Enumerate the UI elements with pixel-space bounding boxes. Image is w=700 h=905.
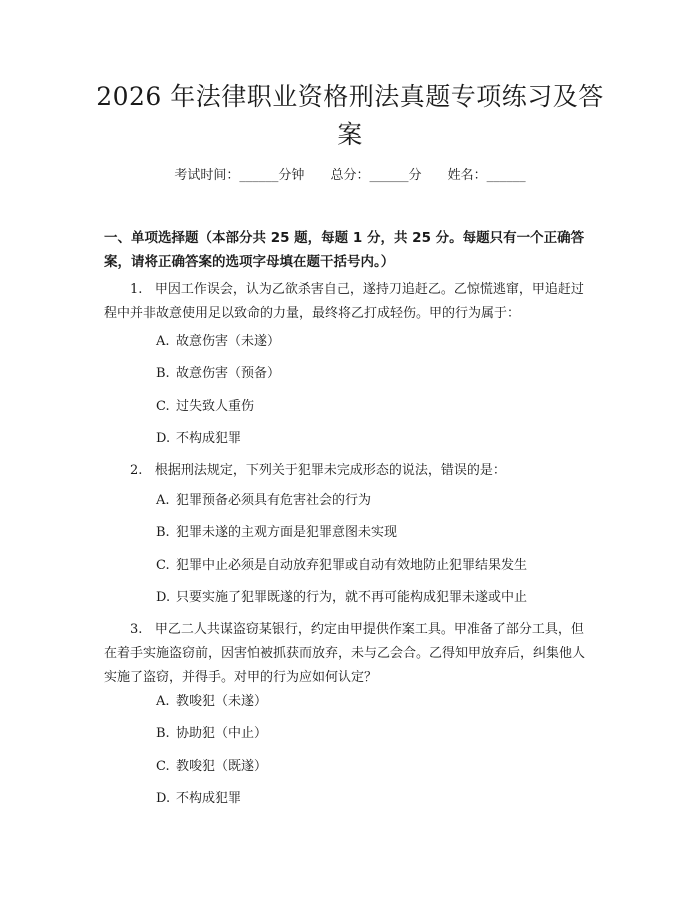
option-letter: A. — [156, 334, 170, 349]
option-letter: B. — [156, 525, 170, 540]
option-letter: D. — [156, 590, 171, 605]
option-text: 教唆犯（未遂） — [176, 694, 268, 709]
option-text: 不构成犯罪 — [176, 431, 242, 446]
option-letter: A. — [156, 493, 170, 508]
question-number: 3. — [130, 622, 143, 637]
option-letter: B. — [156, 366, 170, 381]
option-letter: D. — [156, 431, 171, 446]
option-2c — [156, 556, 596, 576]
option-3a — [156, 692, 596, 712]
option-2b — [156, 523, 596, 543]
option-text: 教唆犯（既遂） — [176, 759, 268, 774]
option-1c — [156, 397, 596, 417]
option-1a — [156, 332, 596, 352]
option-text: 只要实施了犯罪既遂的行为，就不再可能构成犯罪未遂或中止 — [176, 590, 528, 605]
option-letter: A. — [156, 694, 170, 709]
option-1b — [156, 364, 596, 384]
option-3d — [156, 789, 596, 809]
document-title: 2026 年法律职业资格刑法真题专项练习及答案 — [96, 82, 604, 149]
question-number: 1. — [130, 282, 143, 297]
option-2d — [156, 588, 596, 608]
question-3 — [104, 618, 596, 690]
option-3c — [156, 757, 596, 777]
question-text: 根据刑法规定，下列关于犯罪未完成形态的说法，错误的是： — [154, 463, 506, 478]
option-letter: D. — [156, 791, 171, 806]
option-3b — [156, 724, 596, 744]
option-letter: B. — [156, 726, 170, 741]
question-2 — [104, 459, 596, 483]
option-text: 不构成犯罪 — [176, 791, 242, 806]
option-1d — [156, 429, 596, 449]
option-text: 犯罪未遂的主观方面是犯罪意图未实现 — [176, 525, 398, 540]
exam-time-field: 考试时间：______分钟 — [174, 168, 305, 183]
option-text: 协助犯（中止） — [176, 726, 268, 741]
question-1 — [104, 278, 596, 326]
option-text: 犯罪中止必须是自动放弃犯罪或自动有效地防止犯罪结果发生 — [176, 558, 528, 573]
option-text: 故意伤害（预备） — [176, 366, 281, 381]
option-2a — [156, 491, 596, 511]
option-text: 过失致人重伤 — [176, 399, 255, 414]
option-text: 犯罪预备必须具有危害社会的行为 — [176, 493, 372, 508]
option-letter: C. — [156, 558, 170, 573]
question-number: 2. — [130, 463, 143, 478]
option-letter: C. — [156, 759, 170, 774]
total-score-field: 总分：______分 — [330, 168, 422, 183]
question-text: 甲因工作误会，认为乙欲杀害自己，遂持刀追赶乙。乙惊慌逃窜，甲追赶过程中并非故意使用足以致命的力量，最终将乙打成轻伤。甲的行为属于： — [104, 282, 584, 321]
question-text: 甲乙二人共谋盗窃某银行，约定由甲提供作案工具。甲准备了部分工具，但在着手实施盗窃前，因害怕被抓获而放弃，未与乙会合。乙得知甲放弃后，纠集他人实施了盗窃，并得手。对甲的行为应如何认定？ — [104, 622, 586, 685]
option-letter: C. — [156, 399, 170, 414]
name-field: 姓名：______ — [447, 168, 526, 183]
option-text: 故意伤害（未遂） — [176, 334, 281, 349]
section-heading: 一、单项选择题（本部分共 25 题，每题 1 分，共 25 分。每题只有一个正确答案，请将正确答案的选项字母填在题干括号内。） — [104, 230, 585, 270]
exam-info-line — [0, 166, 700, 186]
